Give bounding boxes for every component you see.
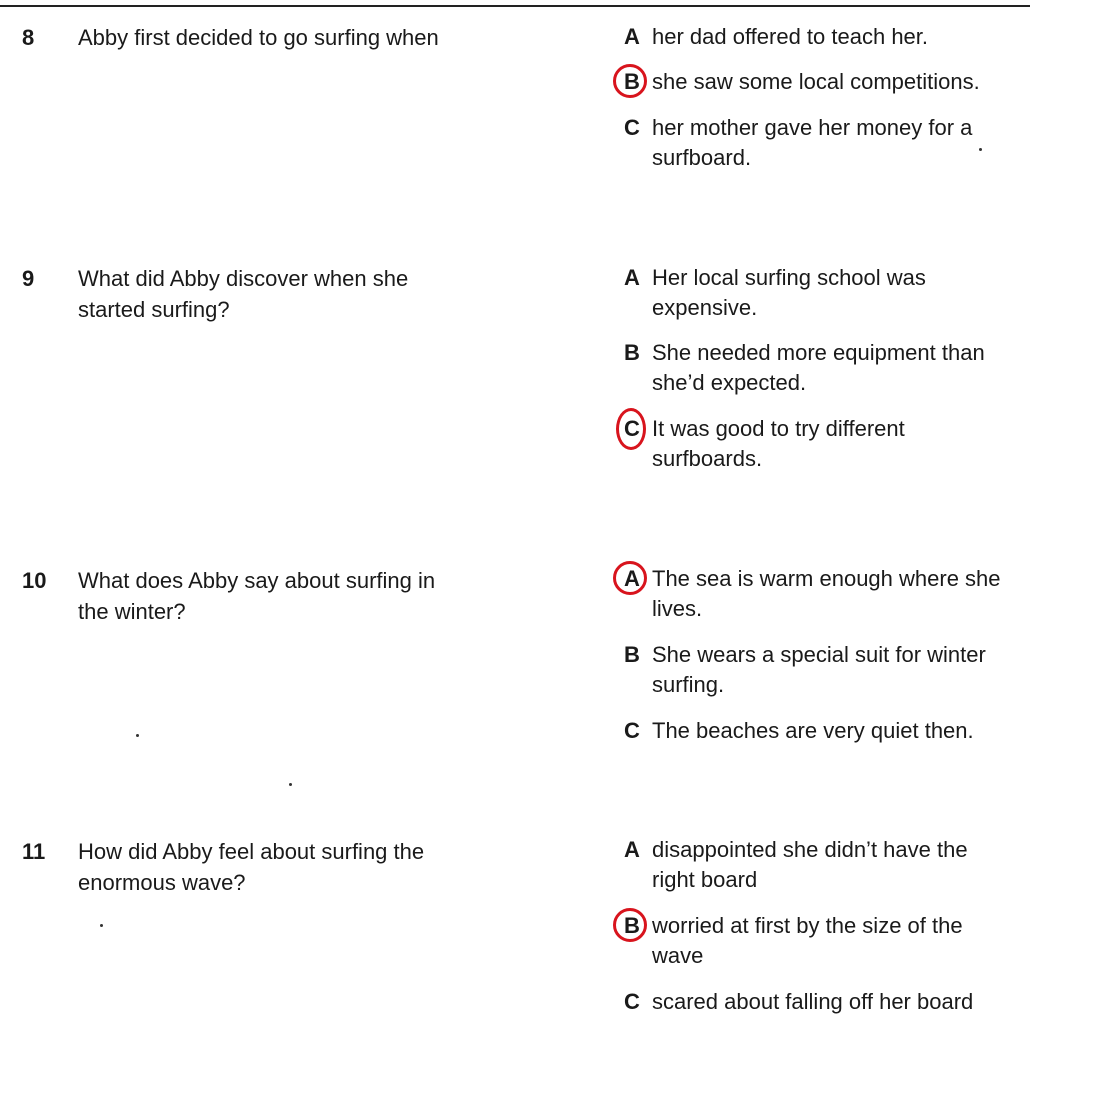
question-9-option-a[interactable] bbox=[620, 263, 960, 323]
option-letter-circled: C bbox=[620, 414, 644, 444]
stray-mark bbox=[136, 734, 139, 737]
option-text: She wears a special suit for winter surfing. bbox=[652, 642, 986, 697]
question-8-text: Abby first decided to go surfing when bbox=[78, 25, 439, 50]
question-9-number: 9 bbox=[22, 266, 35, 291]
option-text: The beaches are very quiet then. bbox=[652, 718, 974, 743]
question-10-option-a[interactable] bbox=[620, 564, 1040, 624]
question-9-option-c[interactable] bbox=[620, 414, 930, 474]
option-letter: C bbox=[624, 718, 640, 743]
question-10-number: 10 bbox=[22, 568, 47, 593]
option-letter: A bbox=[624, 24, 640, 49]
question-10-option-b[interactable] bbox=[620, 640, 1020, 700]
option-letter: A bbox=[624, 837, 640, 862]
option-text: disappointed she didn’t have the right board bbox=[652, 837, 968, 892]
option-letter: B bbox=[624, 340, 640, 365]
option-letter: A bbox=[624, 265, 640, 290]
option-letter: B bbox=[624, 642, 640, 667]
question-8-option-a[interactable] bbox=[620, 22, 1040, 52]
question-11-text: How did Abby feel about surfing the enormous wave? bbox=[78, 839, 425, 895]
option-text: The sea is warm enough where she lives. bbox=[652, 566, 1001, 621]
stray-mark bbox=[979, 148, 982, 151]
option-text: her dad offered to teach her. bbox=[652, 24, 929, 49]
option-text: her mother gave her money for a surfboard. bbox=[652, 115, 973, 170]
option-letter: C bbox=[624, 989, 640, 1014]
question-8-option-c[interactable] bbox=[620, 113, 1000, 173]
option-letter-circled: B bbox=[620, 911, 644, 941]
option-text: scared about falling off her board bbox=[652, 989, 974, 1014]
option-text: Her local surfing school was expensive. bbox=[652, 265, 926, 320]
stray-mark bbox=[100, 924, 103, 927]
question-8-option-b[interactable] bbox=[620, 67, 1040, 97]
question-9-option-b[interactable] bbox=[620, 338, 1020, 398]
question-11-option-a[interactable] bbox=[620, 835, 1000, 895]
option-letter-circled: B bbox=[620, 67, 644, 97]
question-8-number: 8 bbox=[22, 25, 35, 50]
option-text: She needed more equipment than she’d expected. bbox=[652, 340, 985, 395]
option-text: worried at first by the size of the wave bbox=[652, 913, 963, 968]
stray-mark bbox=[289, 783, 292, 786]
question-10-option-c[interactable] bbox=[620, 716, 1040, 746]
option-letter: C bbox=[624, 115, 640, 140]
option-letter-circled: A bbox=[620, 564, 644, 594]
option-text: It was good to try different surfboards. bbox=[652, 416, 905, 471]
question-10-text: What does Abby say about surfing in the winter? bbox=[78, 568, 436, 624]
question-11-option-c[interactable] bbox=[620, 987, 1040, 1017]
top-rule bbox=[0, 5, 1030, 7]
question-11-option-b[interactable] bbox=[620, 911, 1000, 971]
option-text: she saw some local competitions. bbox=[652, 69, 980, 94]
question-11-number: 11 bbox=[22, 839, 46, 864]
question-9-text: What did Abby discover when she started surfing? bbox=[78, 266, 409, 322]
